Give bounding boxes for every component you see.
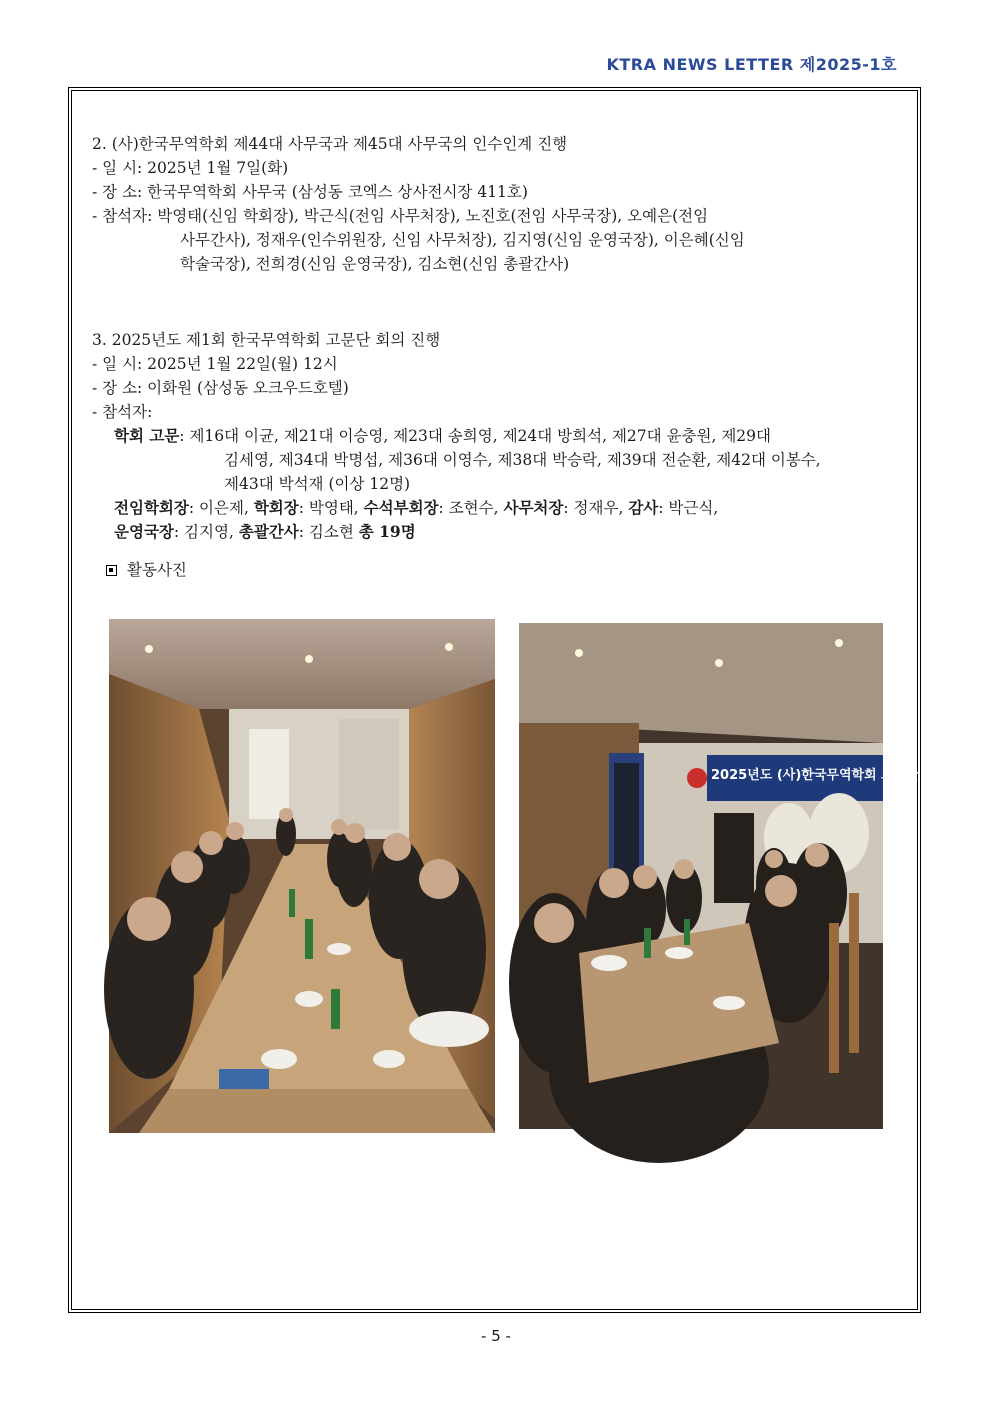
section-3-attendees-label: - 참석자: (92, 403, 153, 421)
advisors-block (92, 424, 912, 544)
vice-president-label: 수석부회장 (363, 498, 439, 517)
meeting-banner-text: 2025년도 (사)한국무역학회 고문단 회의 (711, 768, 949, 783)
general-manager-label: 총괄간사 (238, 522, 299, 541)
general-manager-name: : 김소현 (298, 523, 359, 541)
ops-director-label: 운영국장 (114, 522, 174, 541)
activity-photo-2 (519, 623, 949, 1129)
page-number: - 5 - (481, 1327, 511, 1345)
officers-line-1 (114, 496, 912, 520)
section-3-date: - 일 시: 2025년 1월 22일(월) 12시 (92, 355, 338, 373)
section-2-attendees-line-1: - 참석자: 박영태(신임 학회장), 박근식(전임 사무처장), 노진호(전임 사무국장), 오예은(전임 (92, 207, 709, 225)
officers-line-2 (114, 520, 912, 544)
secretary-general-label: 사무처장 (503, 498, 564, 517)
advisors-list-1: : 제16대 이균, 제21대 이승영, 제23대 송희영, 제24대 방희석, 제27대 윤충원, 제29대 (179, 427, 771, 445)
photos-heading (92, 558, 912, 582)
advisors-line-2: 김세영, 제34대 박명섭, 제36대 이영수, 제38대 박승락, 제39대 전순환, 제42대 이봉수, (224, 451, 821, 469)
square-bullet-icon (106, 565, 117, 576)
president-name: : 박영태, (298, 499, 364, 517)
section-3-place: - 장 소: 이화원 (삼성동 오크우드호텔) (92, 379, 349, 397)
president-label: 학회장 (253, 498, 299, 517)
auditor-label: 감사 (628, 498, 659, 517)
section-2-attendees-line-3: 학술국장), 전희경(신임 운영국장), 김소현(신임 총괄간사) (180, 255, 570, 273)
advisors-line-1 (114, 424, 912, 448)
section-2 (92, 132, 912, 276)
photos-label: 활동사진 (127, 561, 187, 579)
section-2-title: 2. (사)한국무역학회 제44대 사무국과 제45대 사무국의 인수인계 진행 (92, 135, 568, 153)
secretary-general-name: : 정재우, (563, 499, 629, 517)
ops-director-name: : 김지영, (173, 523, 239, 541)
section-3-title: 3. 2025년도 제1회 한국무역학회 고문단 회의 진행 (92, 331, 441, 349)
total-count: 총 19명 (358, 522, 416, 541)
article-content (92, 132, 912, 582)
activity-photo-1 (109, 619, 495, 1133)
newsletter-header: KTRA NEWS LETTER 제2025-1호 (606, 55, 897, 74)
former-president-name: : 이은제, (188, 499, 254, 517)
auditor-name: : 박근식, (658, 499, 719, 517)
advisors-line-3: 제43대 박석재 (이상 12명) (224, 475, 411, 493)
former-president-label: 전임학회장 (114, 498, 189, 517)
section-3 (92, 328, 912, 544)
section-2-place: - 장 소: 한국무역학회 사무국 (삼성동 코엑스 상사전시장 411호) (92, 183, 528, 201)
section-2-attendees-line-2: 사무간사), 정재우(인수위원장, 신임 사무처장), 김지영(신임 운영국장), 이은혜(신임 (180, 231, 745, 249)
advisors-label: 학회 고문 (114, 426, 180, 445)
section-2-date: - 일 시: 2025년 1월 7일(화) (92, 159, 289, 177)
vice-president-name: : 조현수, (438, 499, 504, 517)
